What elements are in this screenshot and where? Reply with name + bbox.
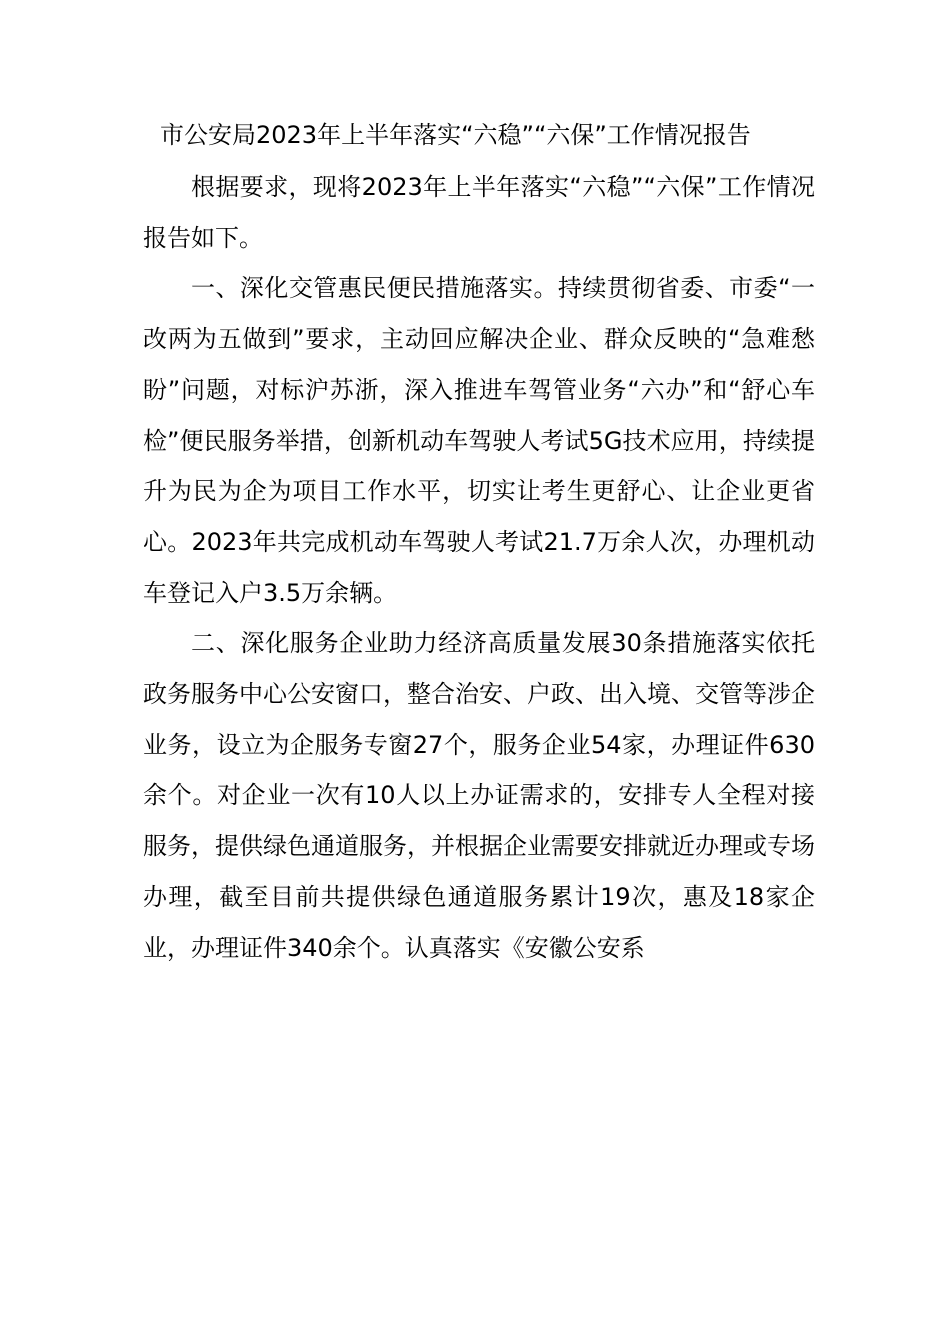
document-body [143,162,815,973]
paragraph-section-one: 一、深化交管惠民便民措施落实。持续贯彻省委、市委“一改两为五做到”要求，主动回应解决企业、群众反映的“急难愁盼”问题，对标沪苏浙，深入推进车驾管业务“六办”和“舒心车检”便民服务举措，创新机动车驾驶人考试5G技术应用，持续提升为民为企为项目工作水平，切实让考生更舒心、让企业更省心。2023年共完成机动车驾驶人考试21.7万余人次，办理机动车登记入户3.5万余辆。 [143,274,815,607]
paragraph-section-two: 二、深化服务企业助力经济高质量发展30条措施落实依托政务服务中心公安窗口，整合治安、户政、出入境、交管等涉企业务，设立为企服务专窗27个，服务企业54家，办理证件630余个。对企业一次有10人以上办证需求的，安排专人全程对接服务，提供绿色通道服务，并根据企业需要安排就近办理或专场办理，截至目前共提供绿色通道服务累计19次，惠及18家企业，办理证件340余个。认真落实《安徽公安系 [143,629,815,962]
paragraph-intro: 根据要求，现将2023年上半年落实“六稳”“六保”工作情况报告如下。 [143,173,815,252]
document-title: 市公安局2023年上半年落实“六稳”“六保”工作情况报告 [160,121,751,149]
